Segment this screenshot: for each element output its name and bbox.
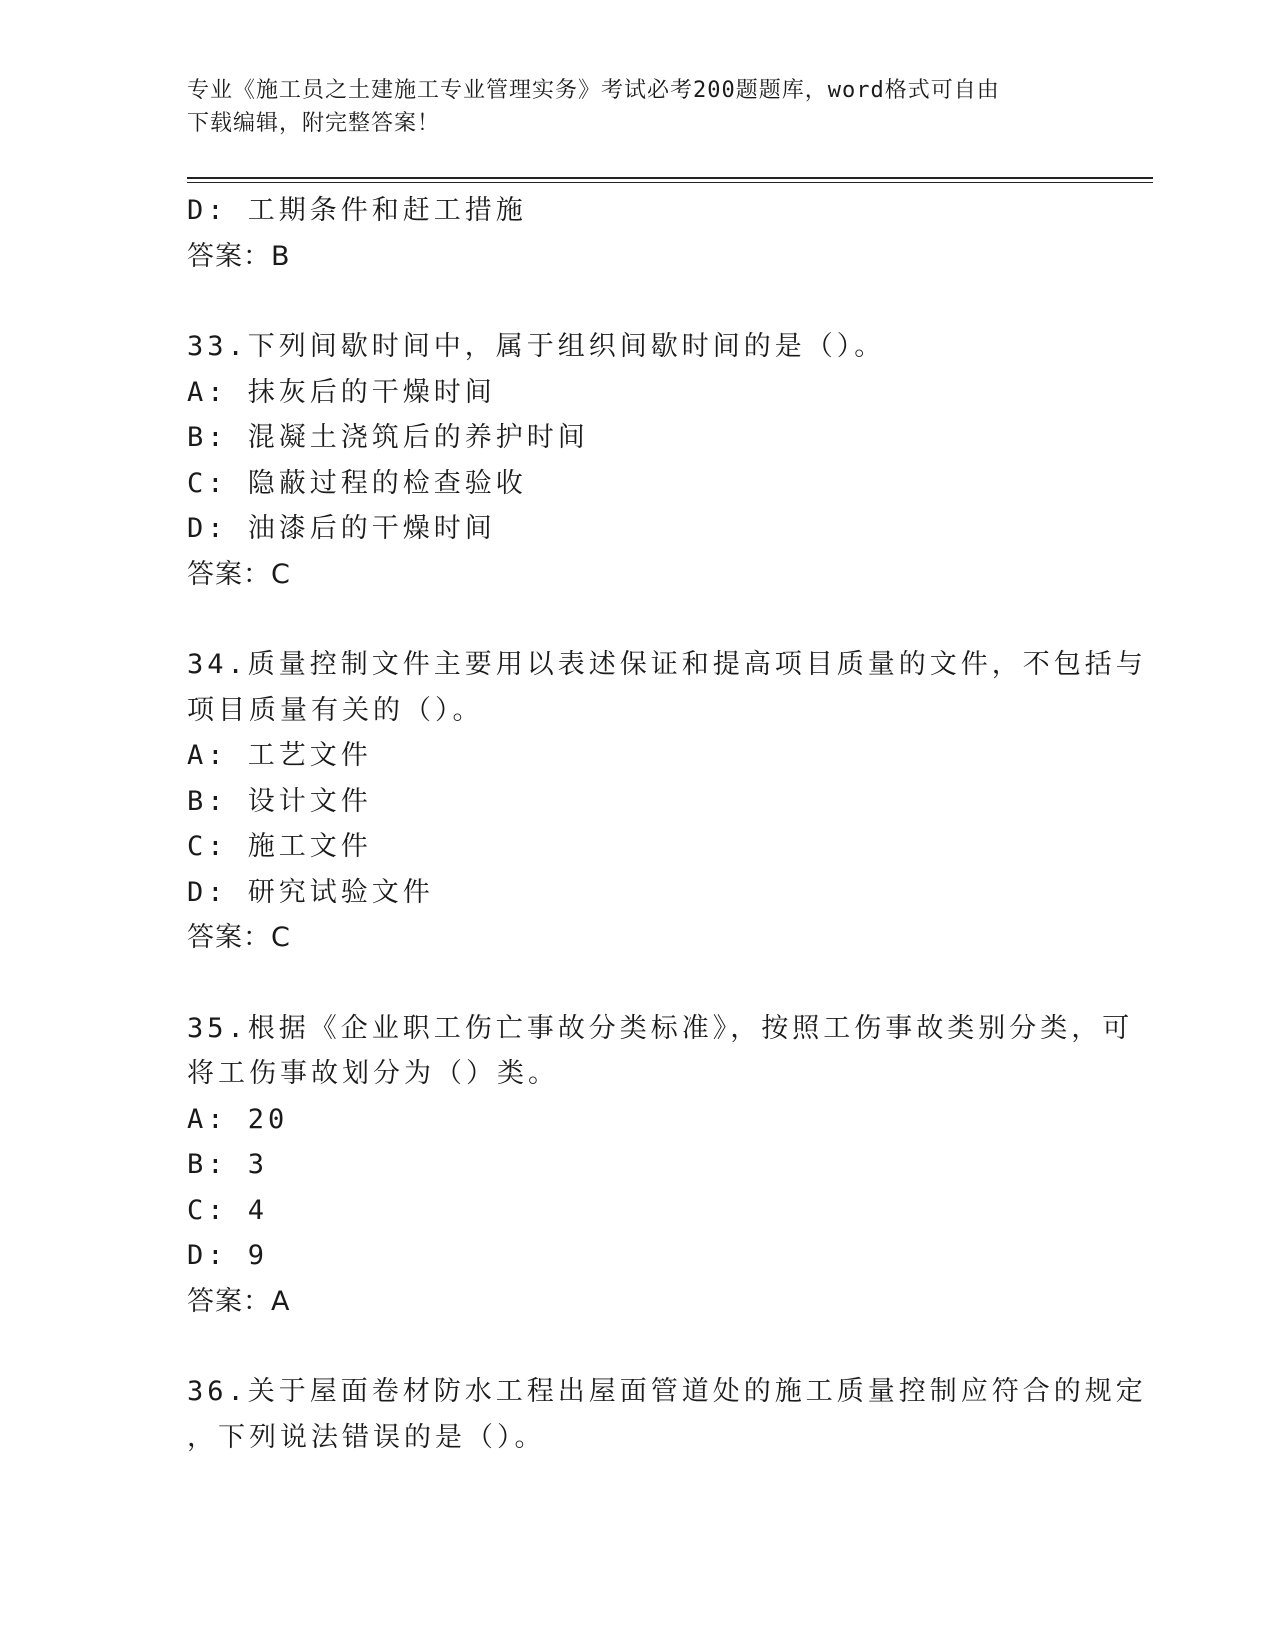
question-36 xyxy=(187,1369,1147,1460)
carryover-option-d: D: 工期条件和赶工措施 xyxy=(187,195,527,226)
option-b: B: 3 xyxy=(187,1149,269,1180)
answer: 答案：A xyxy=(187,1285,291,1317)
option-c: C: 隐蔽过程的检查验收 xyxy=(187,467,527,499)
header-divider-thick xyxy=(187,177,1153,179)
option-a: A: 工艺文件 xyxy=(187,740,372,771)
option-a: A: 抹灰后的干燥时间 xyxy=(187,376,496,408)
header-line-2: 下载编辑，附完整答案！ xyxy=(187,111,441,136)
option-b: B: 设计文件 xyxy=(187,785,372,817)
question-stem-line-1: 35.根据《企业职工伤亡事故分类标准》，按照工伤事故类别分类，可 xyxy=(187,1012,1134,1044)
question-stem-line-2: 项目质量有关的（）。 xyxy=(187,694,484,726)
carryover-answer: 答案：B xyxy=(187,240,291,272)
question-list xyxy=(187,188,1147,1460)
option-c: C: 4 xyxy=(187,1194,269,1226)
option-a: A: 20 xyxy=(187,1103,289,1135)
question-stem: 33.下列间歇时间中，属于组织间歇时间的是（）。 xyxy=(187,331,886,362)
question-stem-line-1: 36.关于屋面卷材防水工程出屋面管道处的施工质量控制应符合的规定 xyxy=(187,1376,1147,1407)
option-c: C: 施工文件 xyxy=(187,831,372,862)
question-stem-line-2: ，下列说法错误的是（）。 xyxy=(187,1421,546,1453)
question-stem-line-2: 将工伤事故划分为（）类。 xyxy=(187,1058,559,1089)
header-line-1: 专业《施工员之土建施工专业管理实务》考试必考200题题库，word格式可自由 xyxy=(187,78,1000,103)
option-d: D: 9 xyxy=(187,1240,269,1271)
question-33 xyxy=(187,324,1087,597)
question-stem-line-1: 34.质量控制文件主要用以表述保证和提高项目质量的文件，不包括与 xyxy=(187,649,1147,680)
option-d: D: 油漆后的干燥时间 xyxy=(187,513,496,544)
header-divider-thin xyxy=(187,182,1153,183)
question-34 xyxy=(187,642,1147,961)
answer: 答案：C xyxy=(187,922,291,953)
answer: 答案：C xyxy=(187,558,291,590)
option-d: D: 研究试验文件 xyxy=(187,876,434,908)
option-b: B: 混凝土浇筑后的养护时间 xyxy=(187,422,589,453)
question-35 xyxy=(187,1006,1134,1325)
document-header xyxy=(187,74,1067,140)
